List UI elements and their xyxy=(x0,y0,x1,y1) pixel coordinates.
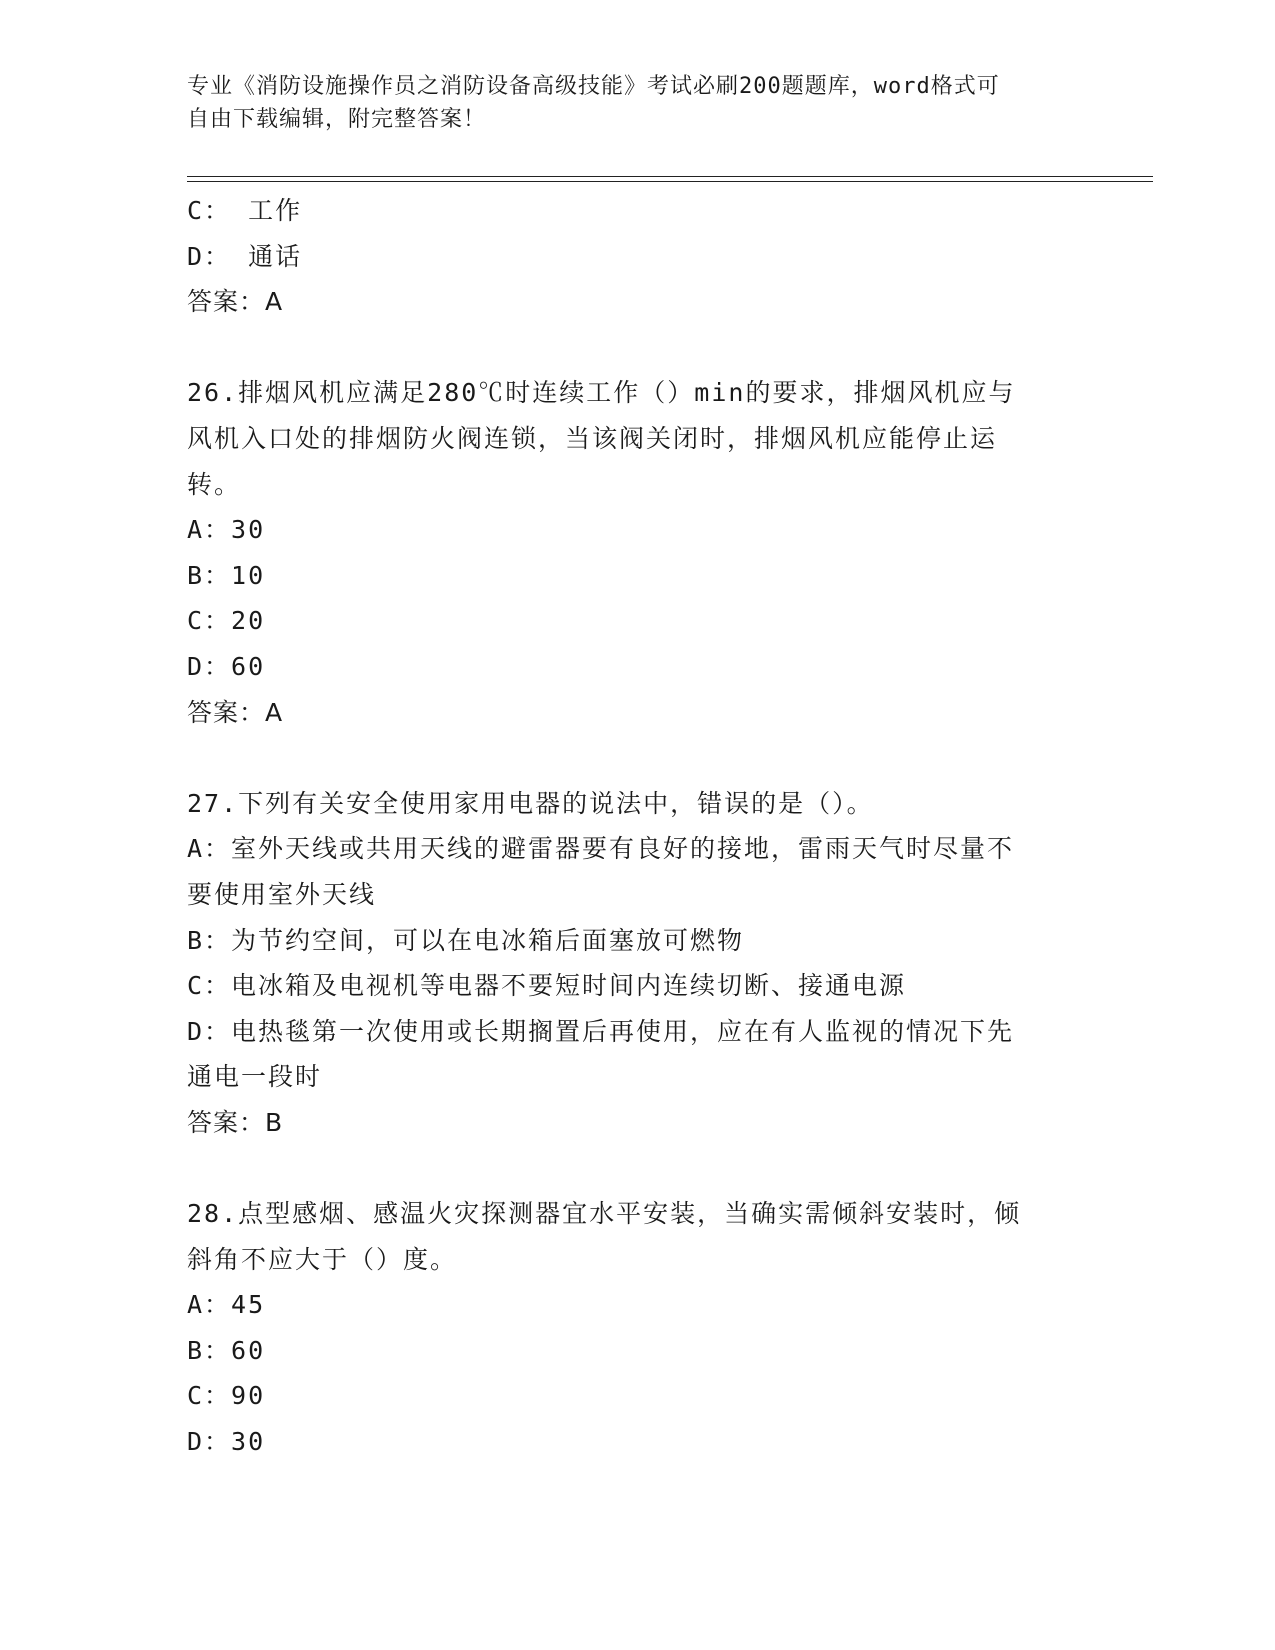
header-line-2: 自由下载编辑，附完整答案！ xyxy=(187,107,487,132)
option-d: D：30 xyxy=(187,1427,266,1457)
answer-line: 答案：B xyxy=(187,1107,284,1137)
option-a-continued: 要使用室外天线 xyxy=(187,879,377,909)
question-26 xyxy=(187,370,1077,735)
option-d: D：60 xyxy=(187,651,266,681)
option-d-continued: 通电一段时 xyxy=(187,1062,323,1092)
option-b: B：10 xyxy=(187,560,266,590)
option-c: C：20 xyxy=(187,606,266,636)
option-c: C： 工作 xyxy=(187,196,303,225)
header-line-1: 专业《消防设施操作员之消防设备高级技能》考试必刷200题题库，word格式可 xyxy=(187,74,1000,99)
option-a: A：室外天线或共用天线的避雷器要有良好的接地，雷雨天气时尽量不 xyxy=(187,834,1015,864)
option-c: C：电冰箱及电视机等电器不要短时间内连续切断、接通电源 xyxy=(187,971,907,1001)
question-28 xyxy=(187,1191,1077,1465)
question-text-line: 转。 xyxy=(187,469,242,499)
option-a: A：30 xyxy=(187,515,266,545)
option-c: C：90 xyxy=(187,1381,266,1411)
document-header xyxy=(187,70,1067,136)
option-a: A：45 xyxy=(187,1290,266,1320)
question-text-line: 风机入口处的排烟防火阀连锁，当该阀关闭时，排烟风机应能停止运 xyxy=(187,423,998,453)
question-text-line: 28.点型感烟、感温火灾探测器宜水平安装，当确实需倾斜安装时，倾 xyxy=(187,1199,1022,1229)
option-d: D：电热毯第一次使用或长期搁置后再使用，应在有人监视的情况下先 xyxy=(187,1016,1015,1046)
option-b: B：60 xyxy=(187,1335,266,1365)
question-text-line: 26.排烟风机应满足280℃时连续工作（）min的要求，排烟风机应与 xyxy=(187,378,1016,408)
header-divider-bottom xyxy=(187,181,1153,182)
question-27 xyxy=(187,781,1077,1146)
question-text-line: 斜角不应大于（）度。 xyxy=(187,1244,458,1274)
prev-question xyxy=(187,188,1077,325)
question-text-line: 27.下列有关安全使用家用电器的说法中，错误的是（）。 xyxy=(187,788,874,818)
option-b: B：为节约空间，可以在电冰箱后面塞放可燃物 xyxy=(187,925,745,955)
answer-line: 答案：A xyxy=(187,287,284,317)
header-divider-top xyxy=(187,176,1153,177)
option-d: D： 通话 xyxy=(187,241,303,271)
document-body xyxy=(187,188,1077,1465)
answer-line: 答案：A xyxy=(187,697,284,727)
